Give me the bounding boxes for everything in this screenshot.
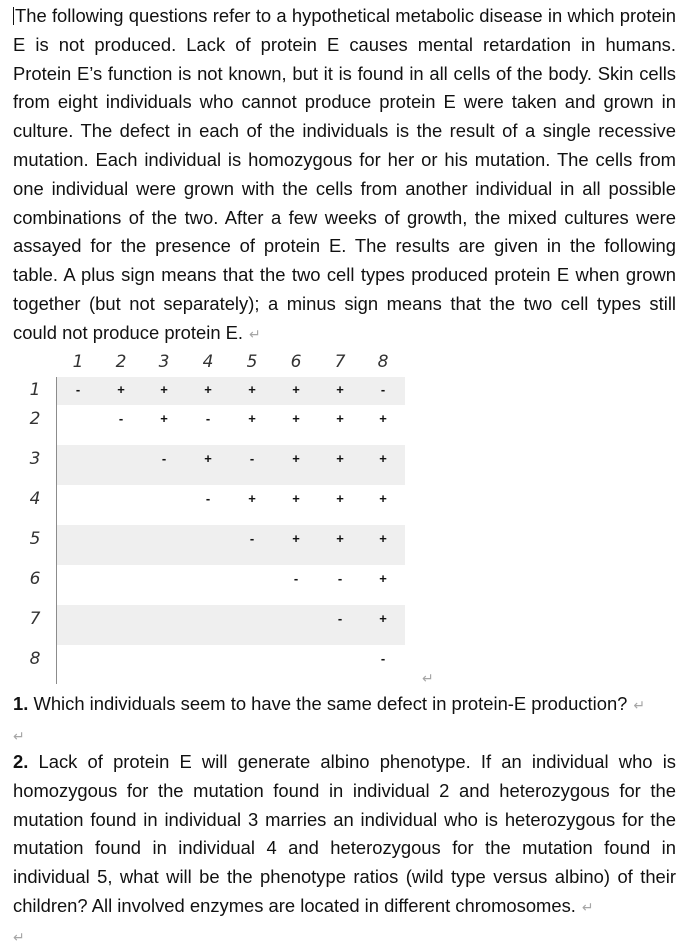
row-header: 6 [29,569,41,589]
table-cell: + [336,451,344,466]
question-text: Lack of protein E will generate albino phenotype. If an individual who is homozygous for the mutation found in individual 2 and heterozygous for the mutation found in individual 3 marries an individual who is heterozygous for the mutation found in individual 4 and heterozygous for the mutation found in individual 5, what will be the phenotype ratios (wild type versus albino) of their children? All involved enzymes are located in different chromosomes. [13,751,676,916]
table-cell: + [292,382,300,397]
question-number: 1. [13,693,29,714]
column-header: 5 [246,352,258,372]
column-header: 4 [202,352,214,372]
table-cell: + [160,382,168,397]
table-row-header-divider [56,377,57,684]
row-header: 1 [29,380,41,400]
question-1 [13,690,676,720]
empty-paragraph [13,721,676,751]
table-cell: - [205,491,211,506]
table-cell: + [248,382,256,397]
column-header: 8 [377,352,389,372]
column-header: 3 [158,352,170,372]
table-cell: - [337,571,343,586]
table-cell: + [336,491,344,506]
row-header: 7 [29,609,41,629]
table-cell: - [205,411,211,426]
paragraph-mark-icon: ↵ [581,898,594,915]
table-cell: - [293,571,299,586]
table-cell: + [379,411,387,426]
table-cell: + [292,491,300,506]
column-header: 1 [72,352,84,372]
table-row-shading [57,525,405,565]
row-header: 5 [29,529,41,549]
table-cell: + [379,491,387,506]
table-cell: - [249,531,255,546]
question-2 [13,748,676,922]
table-cell: + [379,611,387,626]
table-cell: + [204,451,212,466]
paragraph-mark-icon: ↵ [13,929,25,945]
row-header: 8 [29,649,41,669]
question-text: Which individuals seem to have the same defect in protein-E production? [33,693,628,714]
column-header: 2 [115,352,127,372]
table-cell: + [379,571,387,586]
table-cell: + [204,382,212,397]
row-header: 4 [29,489,41,509]
table-cell: - [75,382,81,397]
table-row-shading [57,605,405,645]
paragraph-mark-icon: ↵ [13,728,25,744]
row-header: 2 [29,409,41,429]
question-number: 2. [13,751,29,772]
paragraph-mark-icon: ↵ [249,325,261,342]
table-cell: + [336,531,344,546]
table-cell: + [336,382,344,397]
row-header: 3 [29,449,41,469]
paragraph-mark-icon: ↵ [422,670,434,686]
table-cell: + [160,411,168,426]
table-row-shading [57,445,405,485]
intro-text: The following questions refer to a hypothetical metabolic disease in which protein E is not produced. Lack of protein E causes mental retardation in humans. Protein E’s function is not known, but it is found in all cells of the body. Skin cells from eight individuals who cannot produce protein E were taken and grown in culture. The defect in each of the individuals is the result of a single recessive mutation. Each individual is homozygous for her or his mutation. The cells from one individual were grown with the cells from another individual in all possible combinations of the two. After a few weeks of growth, the mixed cultures were assayed for the presence of protein E. The results are given in the following table. A plus sign means that the two cell types produced protein E when grown together (but not separately); a minus sign means that the two cell types still could not produce protein E. [13,5,676,343]
table-cell: + [379,531,387,546]
table-cell: - [337,611,343,626]
table-cell: + [117,382,125,397]
column-header: 6 [290,352,302,372]
table-cell: + [336,411,344,426]
table-cell: + [379,451,387,466]
table-cell: + [292,451,300,466]
table-cell: - [380,651,386,666]
paragraph-mark-icon: ↵ [633,697,646,713]
table-cell: + [248,491,256,506]
table-cell: - [380,382,386,397]
table-cell: + [292,411,300,426]
table-row-shading [57,377,405,405]
table-cell: - [161,451,167,466]
column-header: 7 [334,352,346,372]
table-cell: - [118,411,124,426]
table-cell: + [248,411,256,426]
table-cell: - [249,451,255,466]
empty-paragraph [13,922,676,952]
table-cell: + [292,531,300,546]
